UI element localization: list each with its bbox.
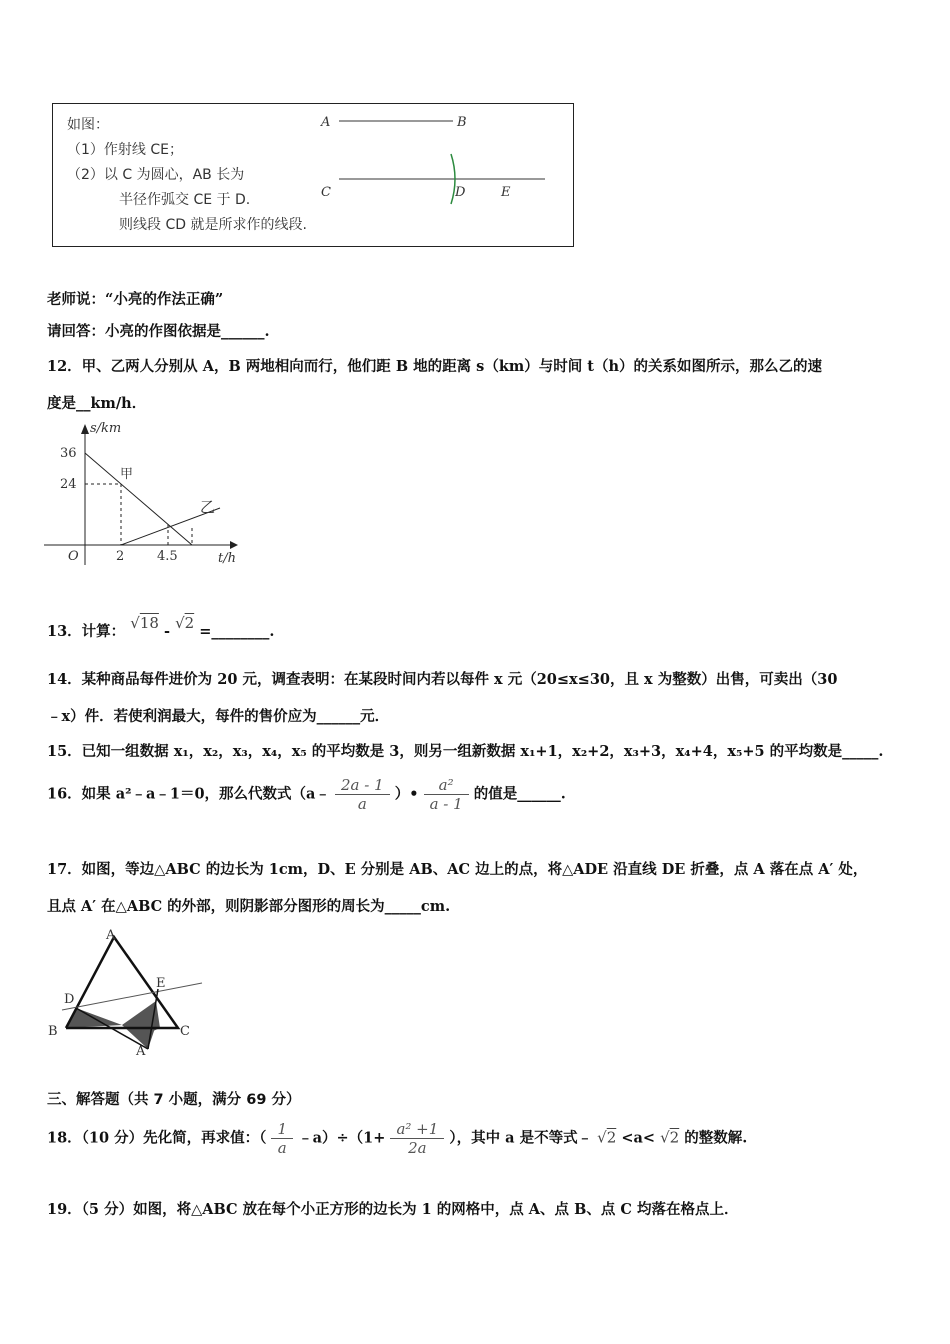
tick-2: 2 bbox=[116, 549, 125, 564]
q13-prefix: 13．计算： bbox=[47, 623, 126, 640]
q14-line1: 14．某种商品每件进价为 20 元，调查表明：在某段时间内若以每件 x 元（20≤x≤30，且 x 为整数）出售，可卖出（30 bbox=[47, 671, 838, 688]
label-e: E bbox=[156, 976, 166, 991]
q18-prefix: 18．（10 分）先化简，再求值：（ bbox=[47, 1129, 267, 1147]
q17-triangle-figure bbox=[44, 925, 214, 1065]
figure-text-line5: 则线段 CD 就是所求作的线段. bbox=[119, 217, 307, 233]
label-jia: 甲 bbox=[120, 467, 134, 482]
label-b: B bbox=[457, 115, 467, 130]
figure-text-line3: （2）以 C 为圆心，AB 长为 bbox=[67, 167, 245, 183]
q18-suffix: 的整数解. bbox=[684, 1129, 748, 1147]
label-a-prime: A′ bbox=[136, 1044, 149, 1059]
q14-line2: ﹣x）件．若使利润最大，每件的售价应为______元． bbox=[47, 708, 390, 725]
q13-minus: - bbox=[163, 623, 170, 640]
label-e: E bbox=[501, 185, 511, 200]
q16-mid: ）• bbox=[394, 785, 419, 803]
q18-mid3: <a< bbox=[621, 1129, 656, 1147]
label-d: D bbox=[455, 185, 466, 200]
q15: 15．已知一组数据 x₁，x₂，x₃，x₄，x₅ 的平均数是 3，则另一组新数据 x₁+1，x₂+2，x₃+3，x₄+4，x₅+5 的平均数是_____. bbox=[47, 743, 884, 760]
q13-suffix: =________. bbox=[199, 623, 275, 640]
q16-fraction2: $\frac{\text{a²}}{a - 1}$ bbox=[424, 776, 469, 813]
label-c: C bbox=[180, 1024, 190, 1039]
line-jia bbox=[85, 453, 192, 545]
label-a: A bbox=[321, 115, 331, 130]
q16-prefix: 16．如果 a²﹣a﹣1＝0，那么代数式（a﹣ bbox=[47, 785, 330, 803]
q12-line2: 度是__km/h． bbox=[47, 395, 147, 412]
figure-text-line1: 如图： bbox=[67, 117, 109, 133]
q18-fraction1: $\frac{1}{a}$ bbox=[271, 1120, 293, 1157]
q18-mid2: ），其中 a 是不等式﹣ bbox=[449, 1129, 593, 1147]
label-a: A bbox=[106, 928, 116, 943]
label-b: B bbox=[48, 1024, 58, 1039]
label-c: C bbox=[321, 185, 331, 200]
q18-sqrt2-b: √2 bbox=[660, 1128, 680, 1147]
teacher-remark: 老师说：“小亮的作法正确” bbox=[47, 291, 224, 308]
label-yi: 乙 bbox=[200, 498, 216, 516]
q13 bbox=[47, 614, 275, 641]
label-d: D bbox=[64, 992, 75, 1007]
origin-label: O bbox=[68, 549, 79, 564]
q18-fraction2: $\frac{\text{a² +1}}{2a}$ bbox=[390, 1120, 444, 1157]
construction-diagram bbox=[313, 104, 571, 244]
q12-line1: 12．甲、乙两人分别从 A，B 两地相向而行，他们距 B 地的距离 s（km）与时间 t（h）的关系如图所示，那么乙的速 bbox=[47, 358, 823, 375]
q19: 19．（5 分）如图，将△ABC 放在每个小正方形的边长为 1 的网格中，点 A、点 B、点 C 均落在格点上． bbox=[47, 1201, 739, 1218]
xlabel: t/h bbox=[218, 551, 236, 566]
construction-figure-box bbox=[52, 103, 574, 247]
q17-line2: 且点 A′ 在△ABC 的外部，则阴影部分图形的周长为_____cm. bbox=[47, 898, 451, 915]
ylabel: s/km bbox=[90, 421, 122, 436]
answer-prompt: 请回答：小亮的作图依据是______. bbox=[47, 323, 270, 340]
q16 bbox=[47, 776, 566, 813]
q12-graph bbox=[40, 420, 250, 580]
figure-text-line2: （1）作射线 CE； bbox=[67, 142, 183, 158]
q17-line1: 17．如图，等边△ABC 的边长为 1cm，D、E 分别是 AB、AC 边上的点，将△ADE 沿直线 DE 折叠，点 A 落在点 A′ 处， bbox=[47, 861, 868, 878]
q13-sqrt2: √2 bbox=[175, 614, 195, 632]
section-3-heading: 三、解答题（共 7 小题，满分 69 分） bbox=[47, 1092, 301, 1108]
q18-sqrt2-a: √2 bbox=[597, 1128, 617, 1147]
figure-text-line4: 半径作弧交 CE 于 D. bbox=[119, 192, 251, 208]
tick-4-5: 4.5 bbox=[157, 549, 178, 564]
q18-mid1: ﹣a）÷（1+ bbox=[298, 1129, 386, 1147]
tick-36: 36 bbox=[60, 446, 77, 461]
q16-suffix: 的值是______. bbox=[473, 785, 566, 803]
q18 bbox=[47, 1120, 747, 1157]
q13-sqrt18: √18 bbox=[130, 614, 159, 632]
q16-fraction1: $\frac{2a - 1}{a}$ bbox=[335, 776, 390, 813]
tick-24: 24 bbox=[60, 477, 77, 492]
